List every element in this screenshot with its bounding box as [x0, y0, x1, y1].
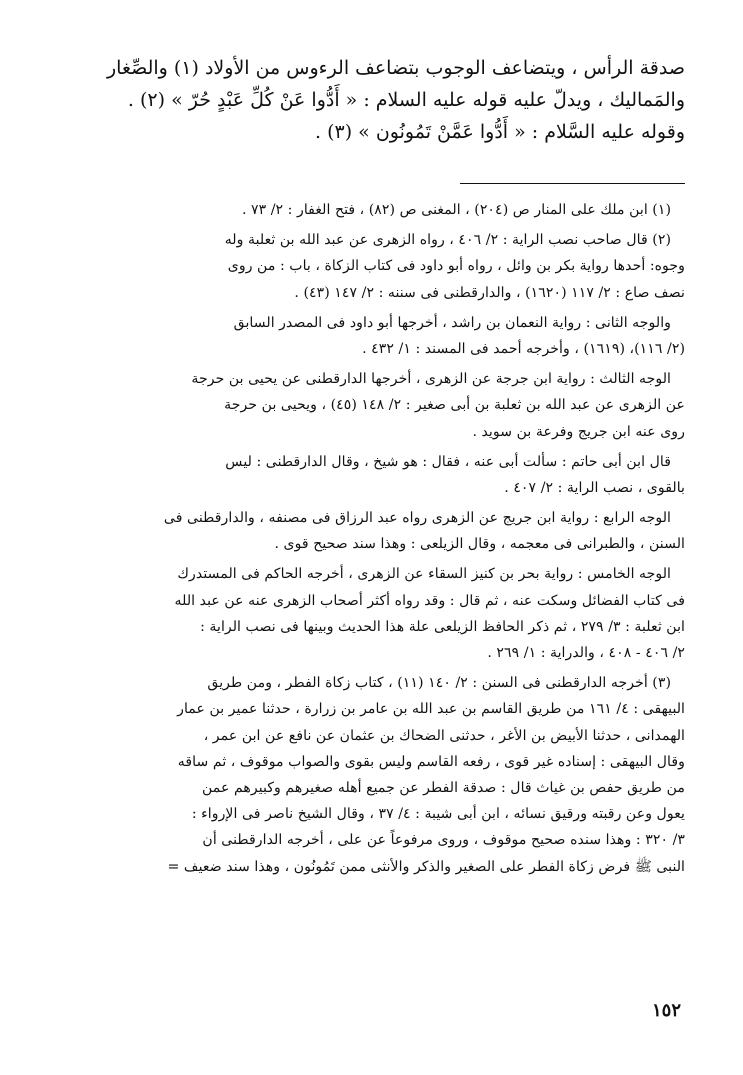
footnote-line: الوجه الخامس : رواية بحر بن كنيز السقاء عن الزهرى ، أخرجه الحاكم فى المستدرك [177, 566, 671, 583]
footnote-2-third-chain [55, 366, 685, 445]
footnote-line: من طريق حفص بن غياث قال : صدقة الفطر عن جميع أهله صغيرهم وكبيرهم عمن [202, 779, 685, 796]
main-line: صدقة الرأس ، ويتضاعف الوجوب بتضاعف الرءوس من الأولاد (١) والصِّغار [106, 57, 685, 79]
footnote-line: البيهقى : ٤/ ١٦١ من طريق القاسم بن عبد الله بن عامر بن زرارة ، حدثنا عمير بن عمار [177, 701, 685, 718]
footnote-line: (٢/ ١١٦)، (١٦١٩) ، وأخرجه أحمد فى المسند : ١/ ٤٣٢ . [362, 340, 685, 357]
page-number: ١٥٢ [651, 1000, 681, 1021]
footnote-line: والوجه الثانى : رواية النعمان بن راشد ، أخرجها أبو داود فى المصدر السابق [233, 314, 671, 331]
footnote-2-second-chain [55, 310, 685, 362]
main-text [65, 52, 685, 148]
footnotes [55, 197, 685, 884]
footnote-line: السنن ، والطبرانى فى معجمه ، وقال الزيلعى : وهذا سند صحيح قوى . [274, 536, 685, 553]
footnote-line: عن الزهرى عن عبد الله بن ثعلبة بن أبى صغير : ٢/ ١٤٨ (٤٥) ، ويحيى بن حرجة [224, 397, 685, 414]
footnote-line: الوجه الرابع : رواية ابن جريج عن الزهرى رواه عبد الرزاق فى مصنفه ، والدارقطنى فى [163, 510, 671, 527]
main-line: والمَماليك ، ويدلّ عليه قوله عليه السلام : « أَدُّوا عَنْ كُلِّ عَبْدٍ حُرّ » (٢) . [127, 89, 685, 111]
footnote-line: نصف صاع : ٢/ ١١٧ (١٦٢٠) ، والدارقطنى فى سننه : ٢/ ١٤٧ (٤٣) . [294, 284, 685, 301]
footnote-2-ibn-abi-hatim [55, 449, 685, 501]
footnote-line: يعول وعن رقبته ورقيق نسائه ، ابن أبى شيبة : ٤/ ٣٧ ، وقال الشيخ ناصر فى الإرواء : [191, 806, 685, 823]
footnote-line: ٢/ ٤٠٦ - ٤٠٨ ، والدراية : ١/ ٢٦٩ . [487, 645, 685, 661]
footnote-line: (١) ابن ملك على المنار ص (٢٠٤) ، المغنى ص (٨٢) ، فتح الغفار : ٢/ ٧٣ . [241, 202, 671, 218]
footnote-line: قال ابن أبى حاتم : سألت أبى عنه ، فقال : هو شيخ ، وقال الدارقطنى : ليس [225, 453, 671, 470]
footnote-line: وجوه: أحدها رواية بكر بن وائل ، رواه أبو داود فى كتاب الزكاة ، باب : من روى [227, 258, 685, 275]
footnote-line: روى عنه ابن جريج وفرعة بن سويد . [472, 423, 685, 440]
footnote-divider [460, 183, 685, 184]
footnote-line: وقال البيهقى : إسناده غير قوى ، رفعه القاسم وليس بقوى والصواب موقوف ، ثم ساقه [177, 753, 685, 770]
footnote-2-fifth-chain [55, 561, 685, 666]
footnote-line: الهمدانى ، حدثنا الأبيض بن الأغر ، حدثنى الضحاك بن عثمان عن نافع عن ابن عمر ، [203, 727, 685, 744]
footnote-line: ابن ثعلبة : ٣/ ٢٧٩ ، ثم ذكر الحافظ الزيلعى علة هذا الحديث وبينها فى نصب الراية : [200, 618, 685, 635]
footnote-line: (٣) أخرجه الدارقطنى فى السنن : ٢/ ١٤٠ (١١) ، كتاب زكاة الفطر ، ومن طريق [207, 675, 671, 692]
footnote-2-fourth-chain [55, 505, 685, 557]
footnote-line: بالقوى ، نصب الراية : ٢/ ٤٠٧ . [504, 479, 685, 496]
footnote-2 [55, 227, 685, 306]
main-line: وقوله عليه السَّلام : « أَدُّوا عَمَّنْ تَمُونُون » (٣) . [315, 121, 685, 143]
footnote-line: (٢) قال صاحب نصب الراية : ٢/ ٤٠٦ ، رواه الزهرى عن عبد الله بن ثعلبة وله [224, 232, 671, 249]
footnote-3 [55, 670, 685, 880]
footnote-line: ٣/ ٣٢٠ : وهذا سنده صحيح موقوف ، وروى مرفوعاً عن على ، أخرجه الدارقطنى أن [202, 832, 685, 849]
footnote-line: النبى ﷺ فرض زكاة الفطر على الصغير والذكر والأنثى ممن تَمُونُون ، وهذا سند ضعيف = [167, 858, 685, 875]
footnote-line: فى كتاب الفضائل وسكت عنه ، ثم قال : وقد رواه أكثر أصحاب الزهرى عنه عن عبد الله [174, 592, 685, 609]
footnote-1 [55, 197, 685, 223]
footnote-line: الوجه الثالث : رواية ابن جرجة عن الزهرى ، أخرجها الدارقطنى عن يحيى بن حرجة [191, 371, 671, 388]
